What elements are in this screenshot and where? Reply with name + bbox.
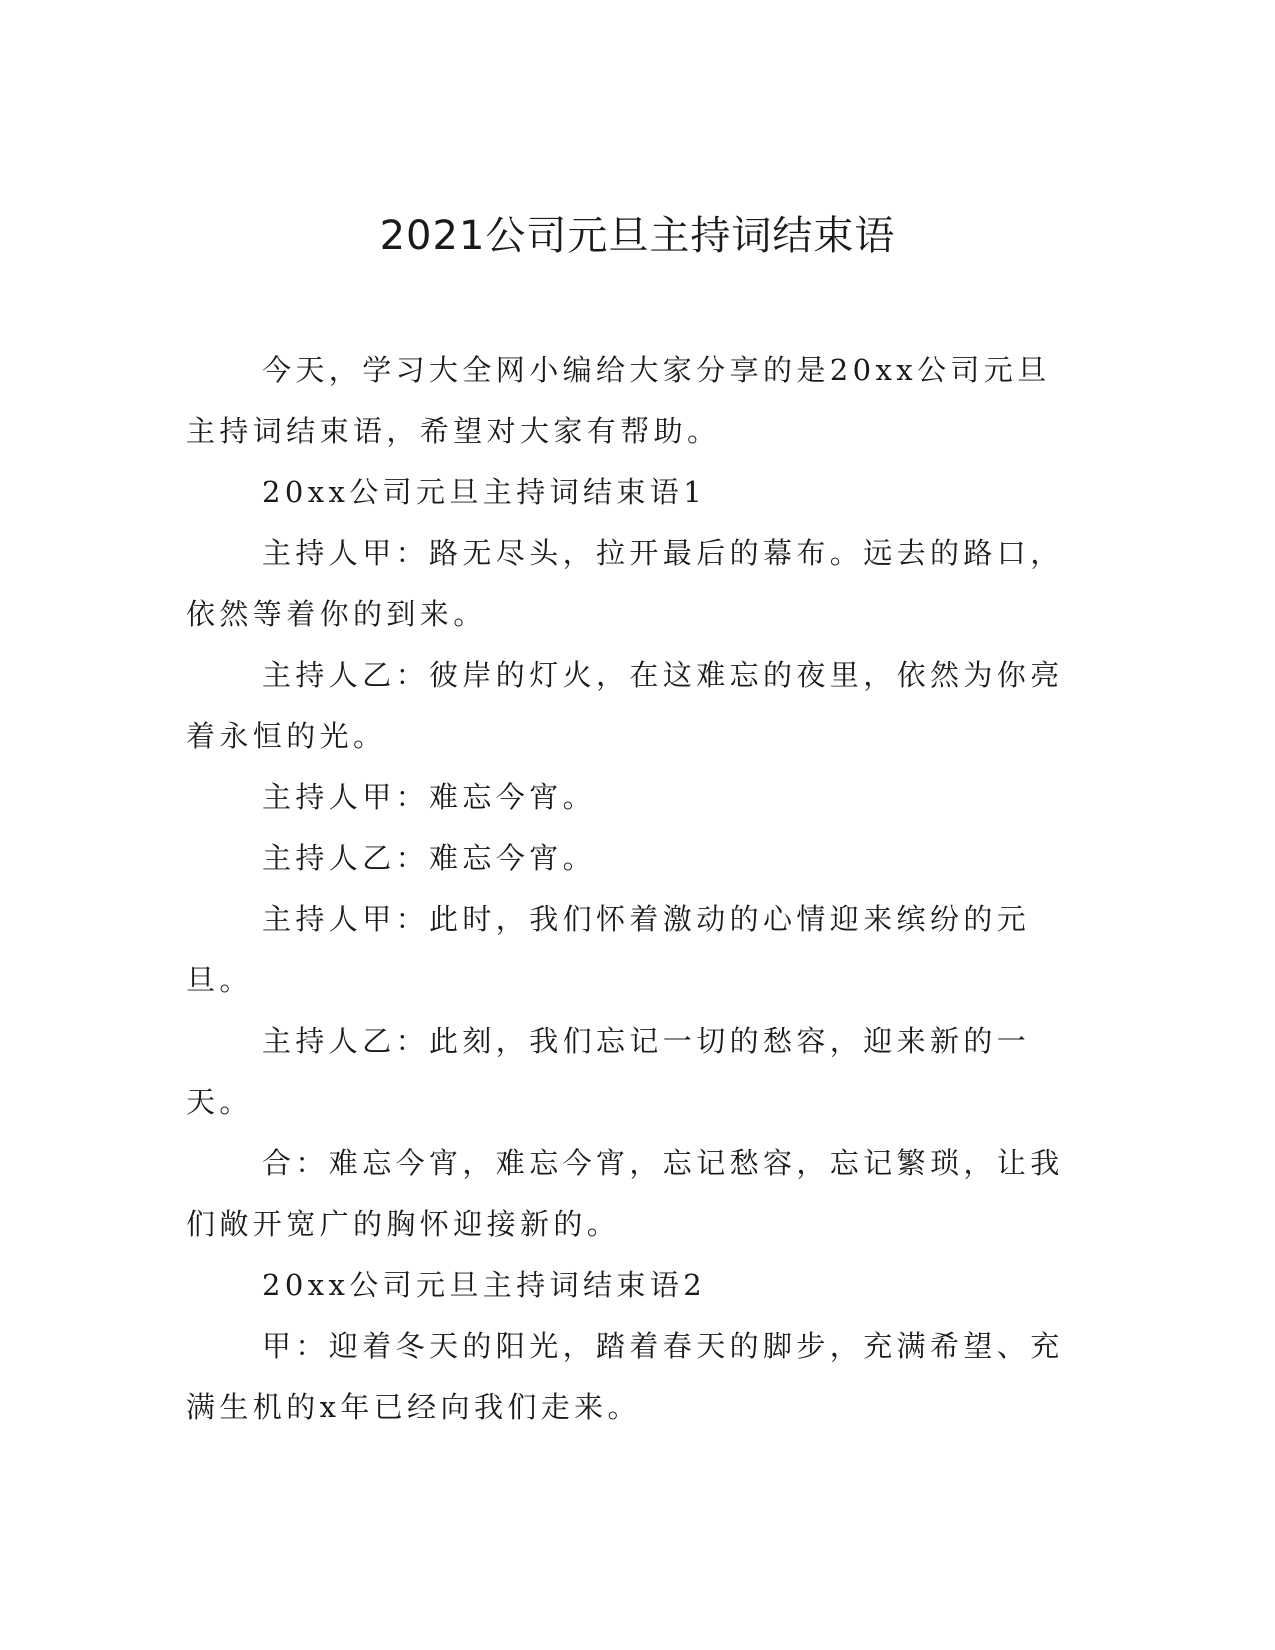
paragraph-intro: 今天，学习大全网小编给大家分享的是20xx公司元旦主持词结束语，希望对大家有帮助。 xyxy=(186,353,1051,448)
paragraph: 主持人乙：彼岸的灯火，在这难忘的夜里，依然为你亮着永恒的光。 xyxy=(186,658,1064,753)
paragraph: 主持人甲：此时，我们怀着激动的心情迎来缤纷的元旦。 xyxy=(186,902,1031,997)
paragraph: 合：难忘今宵，难忘今宵，忘记愁容，忘记繁琐，让我们敞开宽广的胸怀迎接新的。 xyxy=(186,1146,1064,1241)
document-body xyxy=(186,340,1066,1438)
document-title: 2021公司元旦主持词结束语 xyxy=(379,213,896,259)
paragraph: 主持人乙：此刻，我们忘记一切的愁容，迎来新的一天。 xyxy=(186,1024,1031,1119)
paragraph: 主持人甲：路无尽头，拉开最后的幕布。远去的路口，依然等着你的到来。 xyxy=(186,536,1064,631)
section-heading-1: 20xx公司元旦主持词结束语1 xyxy=(262,475,707,509)
section-heading-2: 20xx公司元旦主持词结束语2 xyxy=(262,1268,707,1302)
paragraph: 主持人甲：难忘今宵。 xyxy=(262,780,597,814)
paragraph: 甲：迎着冬天的阳光，踏着春天的脚步，充满希望、充满生机的x年已经向我们走来。 xyxy=(186,1329,1064,1424)
paragraph: 主持人乙：难忘今宵。 xyxy=(262,841,597,875)
